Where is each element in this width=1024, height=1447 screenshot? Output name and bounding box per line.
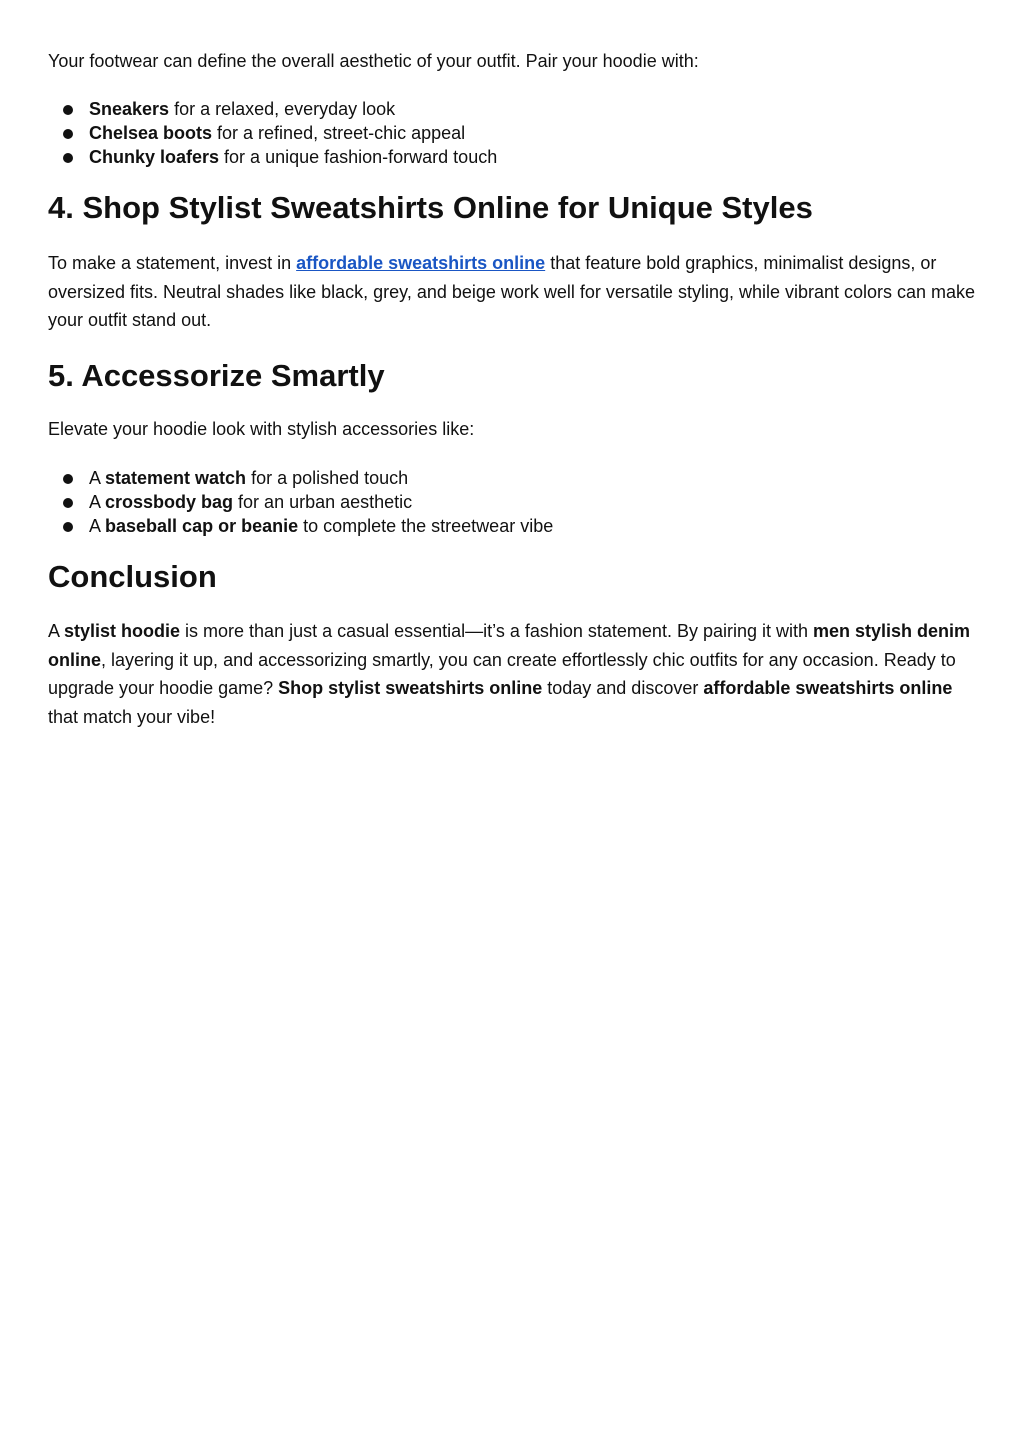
bold-phrase: men stylish denim online: [48, 621, 971, 670]
list-item-text: for a relaxed, everyday look: [169, 99, 396, 119]
list-item-bold: baseball cap or beanie: [105, 516, 299, 536]
section-4-paragraph: [48, 249, 978, 335]
section-4-heading: 4. Shop Stylist Sweatshirts Online for Unique Styles: [48, 190, 813, 225]
bullet-icon: [63, 474, 73, 484]
footwear-intro-paragraph: Your footwear can define the overall aesthetic of your outfit. Pair your hoodie with:: [48, 51, 699, 71]
list-item-text: for a refined, street-chic appeal: [212, 123, 466, 143]
bold-phrase: Shop stylist sweatshirts online: [278, 678, 543, 698]
conclusion-paragraph: [48, 617, 978, 731]
bold-phrase: stylist hoodie: [64, 621, 181, 641]
paragraph-text: To make a statement, invest in: [48, 253, 297, 273]
bullet-icon: [63, 498, 73, 508]
list-item: [48, 97, 978, 121]
list-item-prefix: A: [89, 516, 106, 536]
paragraph-text: , layering it up, and accessorizing smartly, you can create effortlessly chic outfits for any occasion. Ready to upgrade your hoodie game?: [48, 649, 956, 698]
list-item-bold: Chelsea boots: [89, 123, 213, 143]
bullet-icon: [63, 105, 73, 115]
conclusion-heading: Conclusion: [48, 559, 217, 594]
section-5-heading: 5. Accessorize Smartly: [48, 358, 385, 393]
paragraph-text: that feature bold graphics, minimalist designs, or oversized fits. Neutral shades like black, grey, and beige work well for versatile styling, while vibrant colors can make your outfit stand out.: [48, 253, 976, 330]
list-item-prefix: A: [89, 492, 106, 512]
bullet-icon: [63, 522, 73, 532]
footwear-list: [48, 97, 978, 169]
list-item-prefix: A: [89, 468, 106, 488]
list-item-bold: statement watch: [105, 468, 247, 488]
list-item-text: for an urban aesthetic: [233, 492, 413, 512]
accessories-list: [48, 466, 978, 538]
list-item-text: for a unique fashion-forward touch: [219, 147, 498, 167]
bold-phrase: affordable sweatshirts online: [703, 678, 953, 698]
list-item-text: to complete the streetwear vibe: [298, 516, 554, 536]
list-item-bold: Chunky loafers: [89, 147, 220, 167]
list-item: [48, 466, 978, 490]
paragraph-text: that match your vibe!: [48, 706, 216, 727]
list-item-bold: crossbody bag: [105, 492, 234, 512]
list-item-bold: Sneakers: [89, 99, 170, 119]
affordable-sweatshirts-link[interactable]: affordable sweatshirts online: [296, 253, 546, 273]
list-item: [48, 490, 978, 514]
list-item: [48, 145, 978, 169]
paragraph-text: today and discover: [542, 678, 704, 698]
list-item: [48, 121, 978, 145]
bullet-icon: [63, 153, 73, 163]
accessories-intro-paragraph: Elevate your hoodie look with stylish accessories like:: [48, 419, 475, 439]
paragraph-text: A: [48, 621, 65, 641]
list-item: [48, 514, 978, 538]
bullet-icon: [63, 129, 73, 139]
list-item-text: for a polished touch: [246, 468, 409, 488]
paragraph-text: is more than just a casual essential—it’s a fashion statement. By pairing it with: [180, 621, 814, 641]
